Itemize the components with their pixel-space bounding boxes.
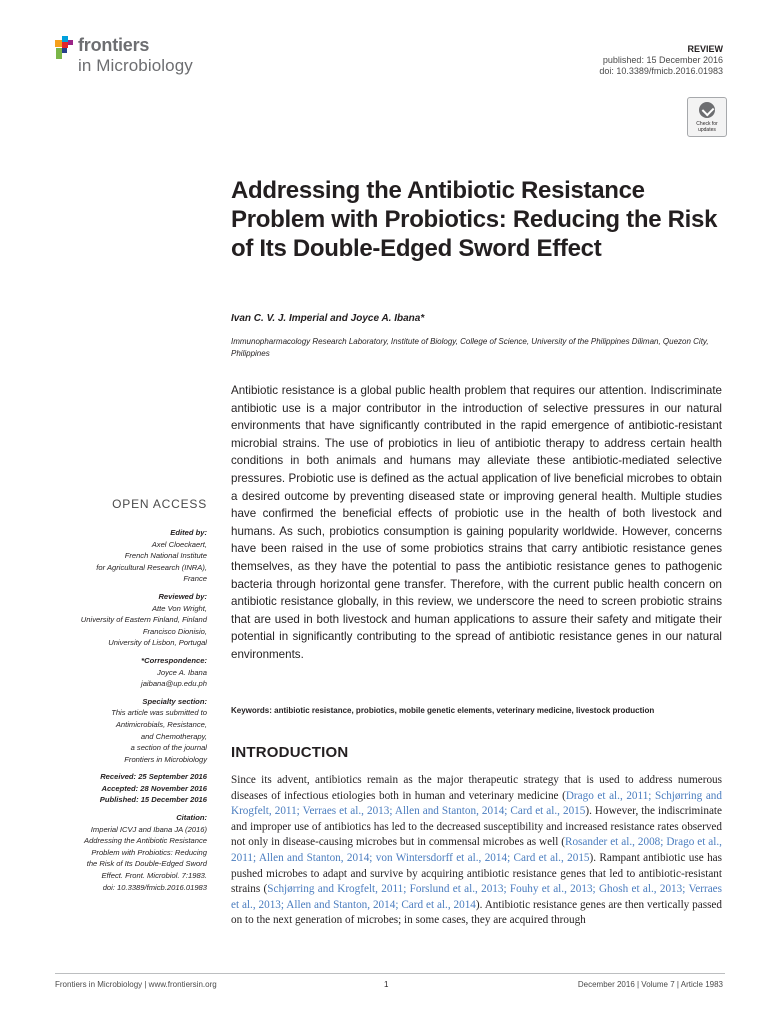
open-access-label: OPEN ACCESS <box>112 497 207 511</box>
specialty-line: Frontiers in Microbiology <box>124 754 207 764</box>
doi-link[interactable]: doi: 10.3389/fmicb.2016.01983 <box>599 66 723 76</box>
citation-link[interactable]: Rosander et al., 2008; Drago et al., 2011; Allen and Stanton, 2014; von Wintersdorff et al., 2014; Card et al., 2015 <box>231 836 722 864</box>
journal-logo[interactable] <box>53 32 223 80</box>
reviewed-by-heading: Reviewed by: <box>158 591 207 601</box>
citation-link[interactable]: Drago et al., 2011; Schjørring and Krogfelt, 2011; Verraes et al., 2013; Allen and Stanton, 2014; Card et al., 2015 <box>231 789 722 818</box>
edited-by-heading: Edited by: <box>170 528 207 537</box>
citation-line: Imperial ICVJ and Ibana JA (2016) <box>90 824 207 834</box>
intro-text: ). However, the indiscriminate and improper use of antibiotics has led to the decreased susceptibility and increased resistance rates observed not only in disease-causing microbes but in commensal microbes as well ( <box>231 805 722 849</box>
brand-name: frontiers <box>78 35 150 55</box>
authors[interactable]: Ivan C. V. J. Imperial and Joyce A. Ibana* <box>231 313 425 324</box>
correspondence-heading: *Correspondence: <box>141 655 207 665</box>
intro-text: ). Antibiotic resistance genes are then vertically passed on to the next generation of microbes; in some cases, they are acquired through <box>231 898 722 927</box>
correspondence-name: Joyce A. Ibana <box>157 667 207 677</box>
intro-text: ). Rampant antibiotic use has pushed microbes to adapt and survive by acquiring antibiotic resistance genes that led to antibiotic-resistant strains ( <box>231 851 723 896</box>
editor-line: Axel Cloeckaert, <box>151 539 207 549</box>
section-heading-introduction: INTRODUCTION <box>231 744 349 761</box>
affiliation: Immunopharmacology Research Laboratory, Institute of Biology, College of Science, University of the Philippines Diliman, Quezon City, Philippines <box>231 337 709 358</box>
citation-line: the Risk of Its Double-Edged Sword <box>86 859 207 869</box>
keywords: Keywords: antibiotic resistance, probiotics, mobile genetic elements, veterinary medicine, livestock production <box>231 706 655 715</box>
received-date: Received: 25 September 2016 <box>100 772 207 782</box>
citation-line: doi: 10.3389/fmicb.2016.01983 <box>102 882 207 892</box>
specialty-line: This article was submitted to <box>111 708 207 718</box>
article-title: Addressing the Antibiotic Resistance Problem with Probiotics: Reducing the Risk of Its Double-Edged Sword Effect <box>231 177 718 262</box>
check-label-1: Check for <box>696 121 718 127</box>
intro-text: Since its advent, antibiotics remain as the major therapeutic strategy that is used to address numerous diseases of infectious etiologies both in human and veterinary medicine ( <box>231 774 722 802</box>
editor-line: French National Institute <box>124 551 207 561</box>
footer-issue-info: December 2016 | Volume 7 | Article 1983 <box>577 980 723 989</box>
citation-heading: Citation: <box>176 813 207 823</box>
specialty-line: and Chemotherapy, <box>140 731 207 741</box>
published-date: published: 15 December 2016 <box>602 55 723 65</box>
published-date-sidebar: Published: 15 December 2016 <box>99 795 207 805</box>
article-meta <box>599 44 723 77</box>
sidebar-info <box>47 527 207 893</box>
check-for-updates-button[interactable] <box>687 97 727 137</box>
frontiers-logo-icon <box>53 34 75 60</box>
citation-line: Problem with Probiotics: Reducing <box>91 847 207 857</box>
reviewer-line: Francisco Dionisio, <box>142 626 207 636</box>
specialty-heading: Specialty section: <box>142 696 207 706</box>
check-label-2: updates <box>698 127 716 133</box>
specialty-line: a section of the journal <box>130 743 207 753</box>
check-icon <box>699 102 715 118</box>
correspondence-email[interactable]: jaibana@up.edu.ph <box>141 679 207 689</box>
specialty-line: Antimicrobials, Resistance, <box>115 719 207 729</box>
footer-journal-link[interactable]: Frontiers in Microbiology | www.frontiersin.org <box>55 980 217 989</box>
page-number: 1 <box>384 980 389 989</box>
citation-link[interactable]: Schjørring and Krogfelt, 2011; Forslund et al., 2013; Fouhy et al., 2013; Ghosh et al., 2013; Verraes et al., 2013; Allen and Stanton, 2014; Card et al., 2014 <box>231 883 722 911</box>
abstract: Antibiotic resistance is a global public health problem that requires our attention. Indiscriminate antibiotic use is a major contributor in the introduction of selective pressures in our natural environments that have significantly contributed in the rapid emergence of antibiotic-resistant microbial strains. The use of probiotics in lieu of antibiotic therapy to address certain health conditions in both animals and humans may alleviate these antibiotic-mediated selective pressures. Probiotic use is defined as the actual application of live beneficial microbes to obtain a desired outcome by preventing diseased state or improving general health. Multiple studies have confirmed the beneficial effects of probiotic use in the health of both livestock and humans. As such, probiotics consumption is gaining popularity worldwide. However, concerns have been raised in the use of some probiotics strains that carry antibiotic resistance genes themselves, as they have the potential to pass the antibiotic resistance genes to pathogenic bacteria through horizontal gene transfer. Therefore, with the current public health concern on antibiotic resistance globally, in this review, we underscore the need to screen probiotic strains that are used in both livestock and human applications to assure their safety and mitigate their potential in significantly contributing to the spread of antibiotic resistance genes in our natural environments. <box>231 384 722 661</box>
accepted-date: Accepted: 28 November 2016 <box>101 783 207 793</box>
citation-line: Effect. Front. Microbiol. 7:1983. <box>101 871 207 881</box>
footer-divider <box>55 973 725 974</box>
reviewer-line: Atte Von Wright, <box>151 603 207 613</box>
editor-line: for Agricultural Research (INRA), <box>96 562 207 572</box>
editor-line: France <box>183 574 207 584</box>
article-type: REVIEW <box>687 44 723 54</box>
introduction-paragraph <box>231 773 722 929</box>
journal-name: in Microbiology <box>78 56 193 75</box>
reviewer-line: University of Lisbon, Portugal <box>108 638 207 648</box>
citation-line: Addressing the Antibiotic Resistance <box>84 836 207 846</box>
reviewer-line: University of Eastern Finland, Finland <box>80 615 207 625</box>
